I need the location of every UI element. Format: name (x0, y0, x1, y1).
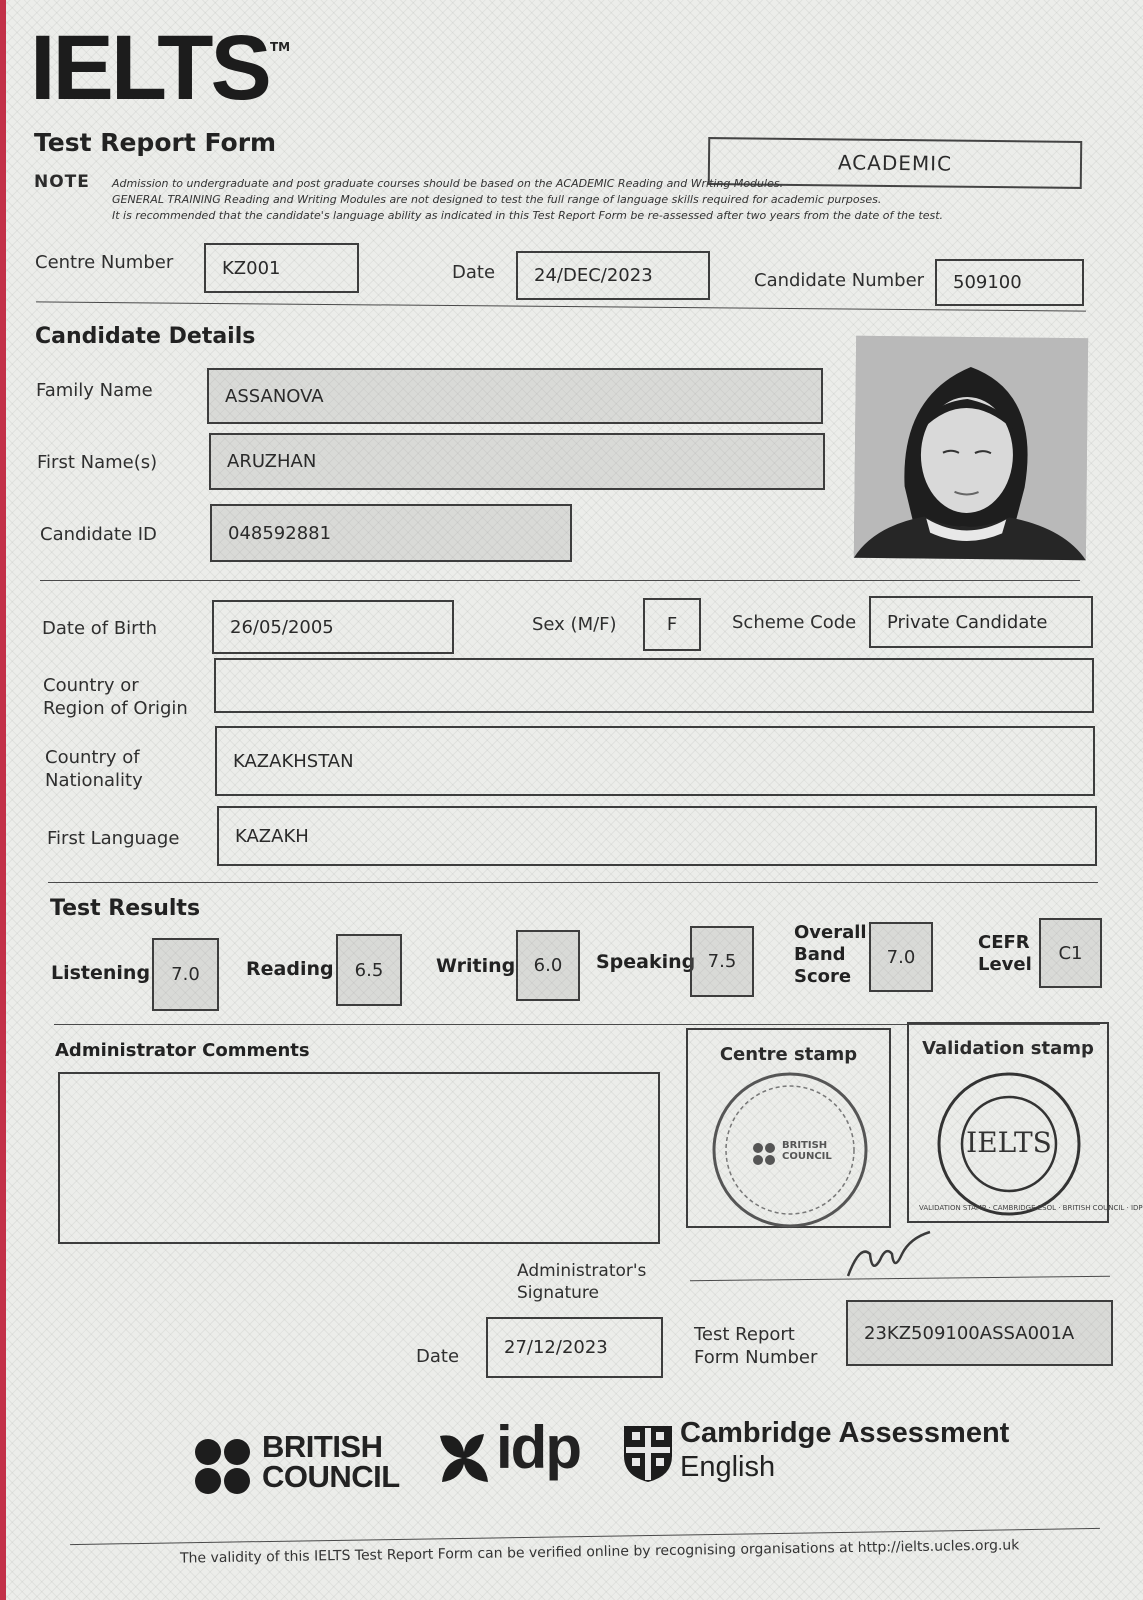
ielts-logo: IELTS (30, 17, 269, 119)
divider (36, 301, 1086, 311)
divider (40, 580, 1080, 581)
test-date-field: 24/DEC/2023 (516, 251, 710, 300)
nationality-field: KAZAKHSTAN (215, 726, 1095, 796)
cefr-label-line: Level (978, 954, 1032, 975)
british-council-text: BRITISH (262, 1429, 383, 1464)
family-name-label: Family Name (36, 380, 153, 401)
note-line: Admission to undergraduate and post graduate courses should be based on the ACADEMIC Reading and Writing Modules. (112, 177, 784, 190)
signature-label (517, 1260, 646, 1304)
reading-score: 6.5 (336, 934, 402, 1006)
verification-footer: The validity of this IELTS Test Report Form can be verified online by recognising organisations at http://ielts.ucles.org.uk (179, 1537, 1020, 1567)
divider (48, 882, 1098, 883)
administrator-signature (840, 1224, 940, 1284)
speaking-score: 7.5 (690, 926, 754, 997)
candidate-number-label: Candidate Number (754, 270, 925, 291)
note-line: It is recommended that the candidate's language ability as indicated in this Test Report Form be re-assessed after two years from the date of the test. (112, 209, 944, 222)
validation-stamp-box (907, 1022, 1143, 1223)
form-title: Test Report Form (34, 128, 277, 157)
validation-stamp-ring-text: VALIDATION STAMP · CAMBRIDGE ESOL · BRITISH COUNCIL · IDP (919, 1204, 1143, 1212)
sex-label: Sex (M/F) (532, 614, 617, 635)
validation-stamp-label: Validation stamp (922, 1038, 1094, 1059)
test-results-heading: Test Results (50, 896, 201, 921)
trademark-mark: TM (270, 40, 291, 54)
cambridge-logo (680, 1416, 1009, 1484)
cambridge-text: Cambridge Assessment (680, 1417, 1010, 1449)
candidate-id-field: 048592881 (210, 504, 572, 562)
reading-label: Reading (246, 958, 334, 980)
centre-stamp-text: BRITISH COUNCIL (782, 1140, 832, 1162)
signature-label-line: Administrator's (517, 1261, 647, 1281)
dob-field: 26/05/2005 (212, 600, 454, 654)
idp-logo: idp (496, 1414, 580, 1481)
signature-label-line: Signature (517, 1283, 600, 1303)
cefr-level: C1 (1039, 918, 1102, 988)
nationality-label-line: Country of (45, 747, 140, 768)
first-names-label: First Name(s) (37, 452, 158, 473)
trf-number-label (694, 1323, 817, 1369)
admin-comments-label: Administrator Comments (55, 1040, 310, 1061)
scheme-code-label: Scheme Code (732, 612, 857, 633)
british-council-logo (262, 1429, 400, 1494)
overall-label-line: Band (794, 944, 846, 965)
first-language-label: First Language (47, 828, 180, 849)
overall-label (794, 922, 867, 988)
trf-number-label-line: Test Report (694, 1324, 795, 1345)
note-text (112, 176, 943, 224)
trf-number-label-line: Form Number (694, 1347, 818, 1368)
listening-label: Listening (51, 962, 151, 984)
scheme-code-field: Private Candidate (869, 596, 1093, 648)
first-language-field: KAZAKH (217, 806, 1097, 866)
origin-field (214, 658, 1094, 713)
nationality-label-line: Nationality (45, 770, 143, 791)
issue-date-field: 27/12/2023 (486, 1317, 663, 1378)
candidate-photo (854, 336, 1088, 560)
issue-date-label: Date (416, 1346, 460, 1367)
centre-number-label: Centre Number (35, 252, 174, 273)
validation-stamp-text: IELTS (966, 1126, 1052, 1159)
module-field: ACADEMIC (708, 137, 1082, 189)
page-edge (0, 0, 6, 1600)
candidate-details-heading: Candidate Details (35, 324, 256, 349)
dob-label: Date of Birth (42, 618, 158, 639)
candidate-id-label: Candidate ID (40, 524, 157, 545)
listening-score: 7.0 (152, 938, 219, 1011)
origin-label-line: Country or (43, 675, 139, 696)
sex-field: F (643, 598, 701, 651)
nationality-label (45, 746, 143, 792)
family-name-field: ASSANOVA (207, 368, 823, 424)
cambridge-text: English (680, 1451, 776, 1483)
centre-stamp-label: Centre stamp (719, 1044, 858, 1065)
writing-score: 6.0 (516, 930, 580, 1001)
first-names-field: ARUZHAN (209, 433, 825, 490)
cambridge-shield-icon (622, 1424, 674, 1484)
overall-band-score: 7.0 (869, 922, 933, 992)
writing-label: Writing (436, 955, 516, 977)
speaking-label: Speaking (596, 951, 696, 973)
centre-stamp-box (686, 1028, 891, 1228)
origin-label (43, 674, 188, 720)
admin-comments-field (58, 1072, 660, 1244)
note-line: GENERAL TRAINING Reading and Writing Modules are not designed to test the full range of language skills required for academic purposes. (112, 193, 882, 206)
trf-number-field: 23KZ509100ASSA001A (846, 1300, 1113, 1366)
british-council-icon (194, 1438, 252, 1496)
date-label: Date (452, 262, 496, 283)
idp-icon (434, 1428, 494, 1488)
british-council-text: COUNCIL (262, 1459, 400, 1494)
note-label: NOTE (34, 172, 90, 192)
centre-number-field: KZ001 (204, 243, 359, 293)
cefr-label-line: CEFR (978, 932, 1030, 953)
overall-label-line: Overall (794, 922, 867, 943)
candidate-number-field: 509100 (935, 259, 1084, 306)
origin-label-line: Region of Origin (43, 698, 188, 719)
cefr-label (978, 932, 1032, 976)
overall-label-line: Score (794, 966, 852, 987)
